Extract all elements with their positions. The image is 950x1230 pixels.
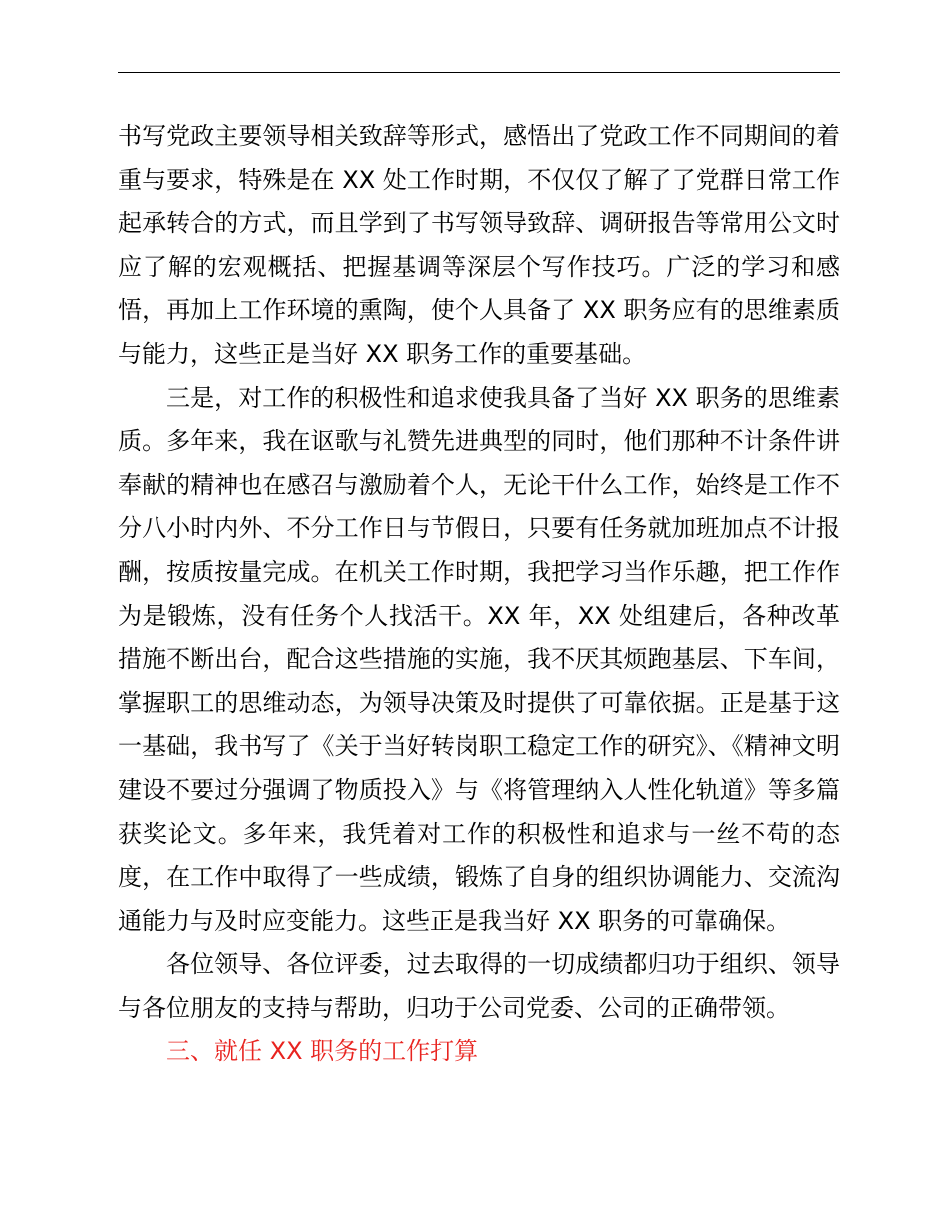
section-heading: 三、就任 XX 职务的工作打算: [166, 1037, 479, 1066]
paragraph-continuation: 书写党政主要领导相关致辞等形式，感悟出了党政工作不同期间的着重与要求，特殊是在 XX 处工作时期，不仅仅了解了了党群日常工作起承转合的方式，而且学到了书写领导致辞、调研报告等常用公文时应了解的宏观概括、把握基调等深层个写作技巧。广泛的学习和感悟，再加上工作环境的熏陶，使个人具备了 XX 职务应有的思维素质与能力，这些正是当好 XX 职务工作的重要基础。: [118, 122, 840, 368]
paragraph-acknowledgement: 各位领导、各位评委，过去取得的一切成绩都归功于组织、领导与各位朋友的支持与帮助，归功于公司党委、公司的正确带领。: [118, 950, 840, 1022]
paragraph-point-three: 三是，对工作的积极性和追求使我具备了当好 XX 职务的思维素质。多年来，我在讴歌与礼赞先进典型的同时，他们那种不计条件讲奉献的精神也在感召与激励着个人，无论干什么工作，始终是工作不分八小时内外、不分工作日与节假日，只要有任务就加班加点不计报酬，按质按量完成。在机关工作时期，我把学习当作乐趣，把工作作为是锻炼，没有任务个人找活干。XX 年，XX 处组建后，各种改革措施不断出台，配合这些措施的实施，我不厌其烦跑基层、下车间，掌握职工的思维动态，为领导决策及时提供了可靠依据。正是基于这一基础，我书写了《关于当好转岗职工稳定工作的研究》、《精神文明建设不要过分强调了物质投入》与《将管理纳入人性化轨道》等多篇获奖论文。多年来，我凭着对工作的积极性和追求与一丝不苟的态度，在工作中取得了一些成绩，锻炼了自身的组织协调能力、交流沟通能力与及时应变能力。这些正是我当好 XX 职务的可靠确保。: [118, 383, 840, 935]
header-rule: [118, 72, 840, 73]
document-body: [118, 115, 840, 1074]
